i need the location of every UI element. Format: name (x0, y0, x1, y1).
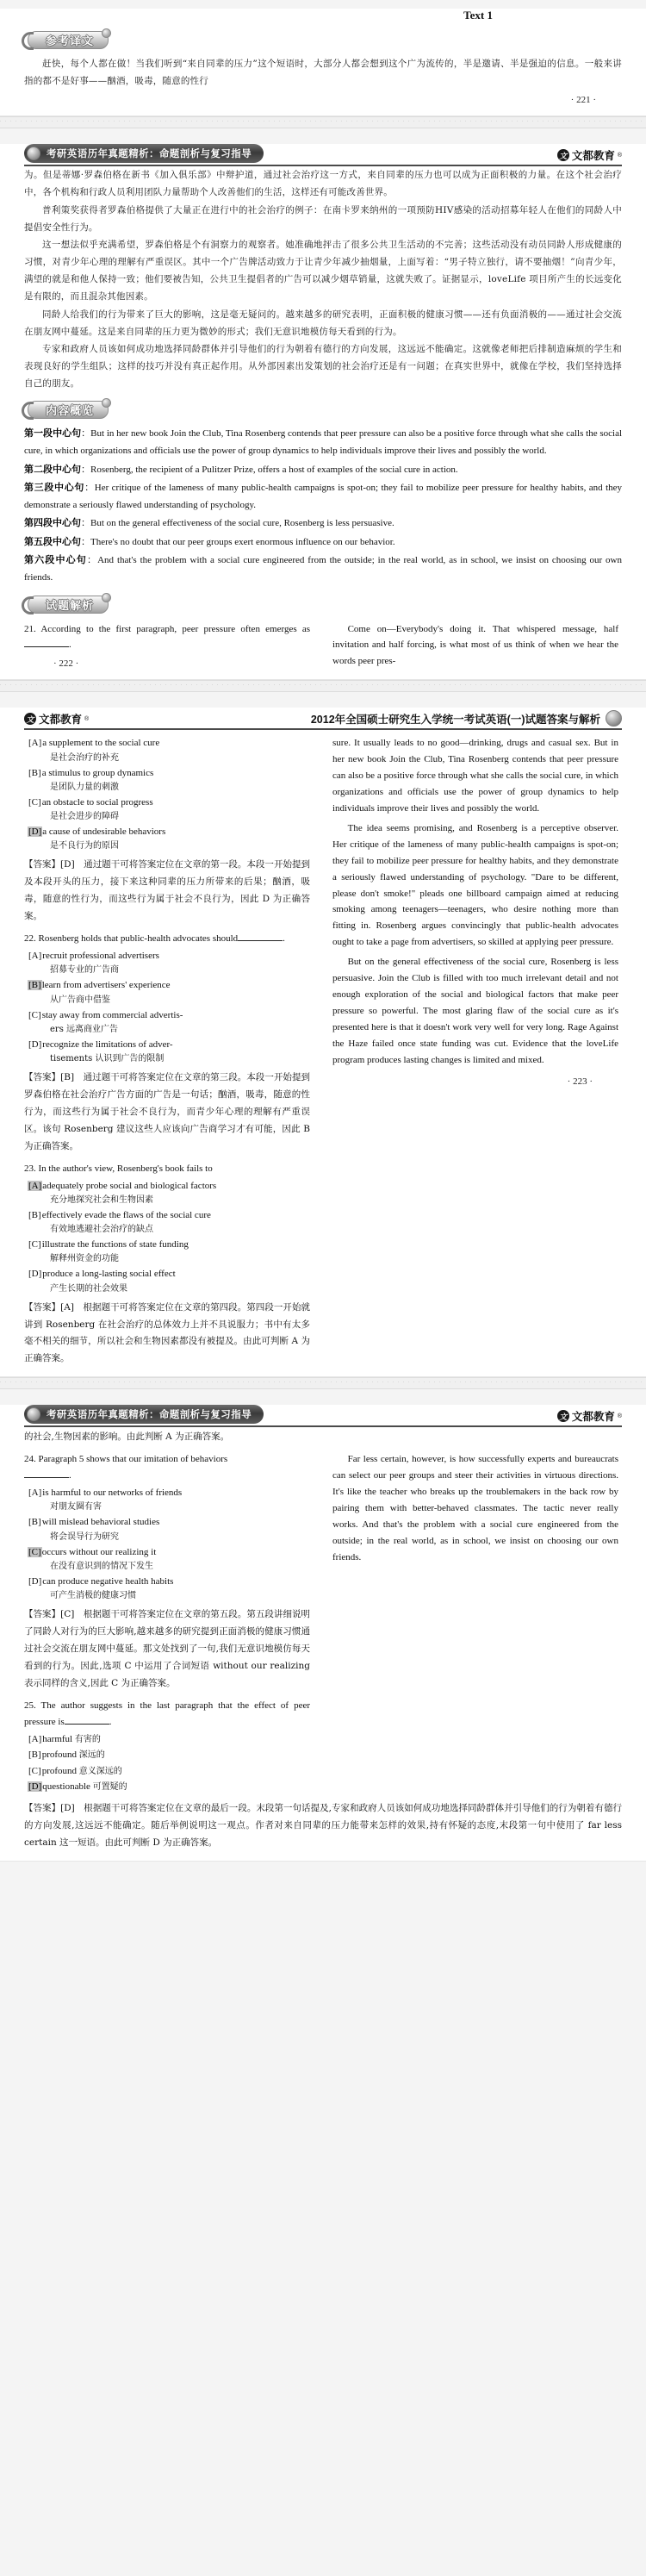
registered-icon: ® (617, 152, 622, 159)
option-item[interactable] (24, 1037, 310, 1066)
gist-item (24, 425, 622, 459)
translation-paragraph-6: 专家和政府人员该如何成功地选择同龄群体并引导他们的行为朝着有德行的方向发展，这远远不能确定。这就像老师把后排制造麻烦的学生和表现良好的学生组队；这样的技巧并没有真正起作用。从外部因素出发策划的社会治疗还是有一问题；在真实世界中，就像在学校，我们坚持选择自己的朋友。 (24, 343, 622, 390)
translation-paragraph-1: 赶快，每个人都在做！当我们听到“来自同辈的压力”这个短语时，大部分人都会想到这个广为流传的，半是邀请、半是强迫的信息。一般来讲指的都不是好事——酗酒，吸毒，随意的性行 (24, 59, 622, 87)
option-item-selected[interactable] (24, 1544, 310, 1574)
option-item[interactable] (24, 948, 310, 977)
brand-logo (557, 1408, 622, 1424)
question-24-stem-text: 24. Paragraph 5 shows that our imitation of behaviors (24, 1454, 228, 1465)
gist-colon: ： (86, 555, 98, 566)
registered-icon: ® (617, 1413, 622, 1419)
passage-paragraph-3: The idea seems promising, and Rosenberg is a perceptive observer. Her critique of the lameness of many public-health campaigns is spot-on; they fail to mobilize peer pressure for healthy habits, and they demonstrate a seriously flawed understanding of psychology. "Dare to be different, please don't smoke!" pleads one billboard campaign aimed at reducing smoking among teenagers—teenagers, who desire nothing more than fitting in. Rosenberg argues convincingly that public-health advocates ought to take a page from advertisers, so skilled at applying peer pressure. (332, 822, 618, 948)
option-tag: [D] (28, 826, 42, 838)
passage-paragraph-1: Come on—Everybody's doing it. That whispered message, half invitation and half forcing, is what most of us think of when we hear the words peer pres- (332, 623, 618, 667)
brand-name: 文都教育 (571, 1411, 615, 1424)
option-text-en: illustrate the functions of state funding (41, 1239, 189, 1251)
option-text-cn: 是不良行为的原因 (50, 841, 119, 851)
answer-blank[interactable] (238, 940, 283, 941)
option-item-selected[interactable] (24, 824, 310, 853)
badge-overview-wrap (28, 401, 622, 421)
option-text-cn: 招募专业的广告商 (50, 965, 119, 976)
option-item-selected[interactable] (24, 1779, 310, 1795)
option-text-en2: ers 远离商业广告 (50, 1024, 119, 1034)
question-23-stem: 23. In the author's view, Rosenberg's book fails to (24, 1163, 213, 1174)
answer-continuation-line: 的社会,生物因素的影响。由此判断 A 为正确答案。 (24, 1431, 230, 1443)
answer-explanation-24: 【答案】[C] 根据题干可将答案定位在文章的第五段。第五段讲细说明了同龄人对行为的巨大影响,越来越多的研究提到正面消极的健康习惯通过社会交流在朋友网中蔓延。那文处找到了一句,我们无意识地模仿每天看到的行为。因此,选项 C 中运用了合词短语 without our realizing 表示同样的含义,因此 C 为正确答案。 (24, 1609, 310, 1688)
gist-colon: ： (81, 464, 90, 475)
answer-blank[interactable] (24, 1477, 69, 1478)
option-item[interactable] (24, 1237, 310, 1266)
gist-label: 第四段中心句 (24, 517, 81, 529)
column-left-224 (24, 1451, 310, 1795)
option-text-cn: 是社会进步的障碍 (50, 812, 119, 822)
brand-mark-icon: 文 (24, 713, 36, 725)
option-tag: [D] (28, 1781, 42, 1793)
answer-blank[interactable] (65, 1724, 109, 1725)
option-tag: [C] (28, 1009, 41, 1020)
translation-paragraph-3: 普利策奖获得者罗森伯格提供了大量正在进行中的社会治疗的例子：在南卡罗来纳州的一项预防HIV感染的活动招募年轻人在他们的同龄人中提倡安全性行为。 (24, 204, 622, 233)
answer-explanation-22: 【答案】[B] 通过题干可将答案定位在文章的第三段。本段一开始提到罗森伯格在社会治疗广告方面的广告是一句话；酗酒，吸毒，随意的性行为，而这些行为属于社会不良行为，而青少年心理的理解有严重误区。该句 Rosenberg 建议这些人应该向广告商学习才有可能，因此 B 为正确答案。 (24, 1072, 310, 1151)
seal-icon (27, 1407, 40, 1421)
option-tag: [D] (28, 1039, 42, 1050)
option-text-en: profound (41, 1765, 78, 1776)
column-right-224 (332, 1451, 618, 1795)
option-item[interactable] (24, 1207, 310, 1237)
gist-item (24, 461, 622, 479)
option-text-en: profound (41, 1750, 78, 1761)
option-item-selected[interactable] (24, 977, 310, 1007)
option-text-en2: tisements 认识到广告的限制 (50, 1054, 165, 1064)
option-text-en: a stimulus to group dynamics (41, 767, 154, 778)
option-item[interactable] (24, 765, 310, 795)
option-text-cn: 从广告商中借鉴 (50, 995, 110, 1005)
badge-hook-icon (22, 596, 34, 614)
column-left-223 (24, 735, 310, 1368)
gist-text: But on the general effectiveness of the social cure, Rosenberg is less persuasive. (90, 518, 394, 529)
option-item[interactable] (24, 795, 310, 824)
gist-item (24, 479, 622, 514)
translation-paragraph-5: 同龄人给我们的行为带来了巨大的影响，这是毫无疑问的。越来越多的研究表明，正面积极的健康习惯——还有负面消极的——通过社会交流在朋友网中蔓延。这是来自同辈的压力更为微妙的形式；我们无意识地模仿每天看到的行为。 (24, 309, 622, 337)
question-22-stem-line2: advocates should (172, 933, 239, 945)
gist-item (24, 515, 622, 533)
running-header-center-label: 2012年全国硕士研究生入学统一考试英语(一)试题答案与解析 (310, 714, 600, 727)
seal-icon (27, 147, 40, 160)
running-header-pill (24, 144, 264, 163)
option-tag: [B] (28, 1517, 41, 1528)
gist-text: Rosenberg, the recipient of a Pulitzer Prize, offers a host of examples of the social cure in action. (90, 464, 458, 475)
option-tag: [C] (28, 1765, 41, 1776)
option-item[interactable] (24, 735, 310, 764)
option-text-cn: 对朋友圈有害 (50, 1502, 102, 1513)
question-22-stem: 22. Rosenberg holds that public-health advocates should . (24, 933, 285, 945)
translation-paragraph-4: 这一想法似乎充满希望，罗森伯格是个有洞察力的观察者。她准确地抨击了很多公共卫生活动的不完善；这些活动没有动员同龄人形成健康的习惯，对青少年心理的理解有严重误区。其中一个广告牌活动致力于让青少年减少抽烟量，上面写着：“男子特立独行，请不要抽烟！”向青少年，满望的就是和他人保持一致；他们要被告知，公共卫生提倡者的广告可以减少烟草销量，这就失败了。证据显示，loveLife 项目所产生的长远变化是有限的，而且混杂其他因素。 (24, 239, 622, 303)
option-text-en: a cause of undesirable behaviors (42, 826, 166, 838)
two-column-area-224 (24, 1451, 622, 1795)
option-text-cn: 有效地逃避社会治疗的缺点 (50, 1225, 153, 1235)
document-root (0, 9, 646, 1862)
gist-colon: ： (81, 536, 90, 547)
answer-explanation-23: 【答案】[A] 根据题干可将答案定位在文章的第四段。第四段一开始就讲到 Rosenberg 在社会治疗的总体效力上并不具说服力；书中有太多毫不相关的细节，所以社会和生物因素都没有被提及。由此可判断 A 为正确答案。 (24, 1301, 310, 1364)
gist-label: 第五段中心句 (24, 535, 81, 547)
running-header-222 (24, 144, 622, 166)
badge-hook-icon (22, 32, 34, 50)
registered-icon: ® (84, 715, 90, 722)
running-header-224 (24, 1405, 622, 1427)
option-item[interactable] (24, 1763, 310, 1780)
option-text-cn: 将会误导行为研究 (50, 1531, 119, 1542)
running-header-left-label: 考研英语历年真题精析：命题剖析与复习指导 (47, 149, 252, 160)
question-21-stem: 21. According to the first paragraph, peer pressure often emerges as. (24, 623, 310, 651)
answer-explanation-21: 【答案】[D] 通过题干可将答案定位在文章的第一段。本段一开始提到及本段开头的压力，接下来这种同辈的压力所带来的后果；酗酒，吸毒，随意的性行为，而这些行为属于社会不良行为，因此 D 为正确答案。 (24, 859, 310, 922)
option-text-en: adequately probe social and biological factors (42, 1180, 217, 1191)
gist-label: 第二段中心句 (24, 463, 81, 475)
gist-text: But in her new book Join the Club, Tina Rosenberg contends that peer pressure can also be a positive force through what she calls the social cure, in which organizations and officials use the power of group dynamics to help individuals improve their lives and possibly the world. (24, 428, 623, 456)
option-text-en: a supplement to the social cure (42, 738, 160, 749)
running-header-223 (24, 708, 622, 730)
option-tag: [D] (28, 1269, 42, 1280)
gist-colon: ： (81, 428, 91, 440)
answer-explanation-25: 【答案】[D] 根据题干可将答案定位在文章的最后一段。末段第一句话提及,专家和政府人员该如何成功地选择同龄群体并引导他们的行为朝着有德行的方向发展,这远远不能确定。随后举例说明这一观点。作者对来自同辈的压力能带来怎样的效果,持有怀疑的态度,末段第一句中使用了 far less certain 这一短语。由此可判断 D 为正确答案。 (24, 1802, 622, 1848)
brand-name: 文都教育 (571, 150, 615, 163)
option-text-en: occurs without our realizing it (41, 1546, 157, 1557)
badge-hook-icon (22, 402, 34, 420)
gist-colon: ： (81, 518, 90, 529)
badge-translation-wrap (28, 31, 622, 52)
option-text-en: recognize the limitations of adver- (42, 1039, 173, 1050)
option-item[interactable] (24, 1007, 310, 1037)
badge-analysis-wrap (28, 596, 622, 616)
question-25-stem: 25. The author suggests in the last paragraph that the effect of peer pressure is . (24, 1700, 310, 1727)
option-text-cn: 意义深远的 (78, 1766, 122, 1776)
option-text-en: effectively evade the flaws of the social cure (41, 1209, 211, 1220)
option-item[interactable] (24, 1485, 310, 1514)
option-tag: [B] (28, 1750, 41, 1761)
option-text-cn: 产生长期的社会效果 (50, 1283, 127, 1294)
option-text-en: an obstacle to social progress (41, 796, 153, 808)
column-right-223 (332, 735, 618, 1368)
option-text-en: stay away from commercial advertis- (41, 1009, 183, 1020)
question-21-stem-line2: pressure often emerges as (203, 623, 310, 634)
badge-translation (28, 31, 109, 49)
gist-text: Her critique of the lameness of many public-health campaigns is spot-on; they fail to mobilize peer pressure for healthy habits, and they demonstrate a seriously flawed understanding of psychology. (24, 483, 623, 510)
gist-text: And that's the problem with a social cure engineered from the outside; in the real world, as in school, we insist on choosing our own friends. (24, 555, 623, 583)
option-text-en: questionable (42, 1781, 90, 1793)
option-text-cn: 是社会治疗的补充 (50, 752, 119, 763)
gist-text: There's no doubt that our peer groups exert enormous influence on our behavior. (90, 536, 395, 547)
option-text-cn: 是团队力量的刺激 (50, 782, 119, 792)
option-item[interactable] (24, 1266, 310, 1295)
brand-logo (24, 711, 89, 727)
badge-analysis-label: 试题解析 (46, 598, 95, 612)
option-tag: [A] (28, 1733, 42, 1744)
option-tag: [B] (28, 980, 41, 991)
gist-list (24, 425, 622, 586)
page-221 (0, 9, 646, 116)
page-separator-1 (0, 116, 646, 128)
option-tag: [C] (28, 1546, 41, 1557)
option-text-cn: 深远的 (78, 1750, 105, 1761)
column-left-222 (24, 621, 310, 671)
answer-blank[interactable] (24, 646, 69, 647)
text-label: Text 1 (463, 9, 493, 22)
option-tag: [A] (28, 951, 42, 962)
badge-dot-icon (102, 593, 111, 602)
passage-paragraph-5: Far less certain, however, is how successfully experts and bureaucrats can select our peer groups and steer their activities in virtuous directions. It's like the teacher who breaks up the troublemakers in the back row by pairing them with better-behaved classmates. The tactic never really works. And that's the problem with a social cure engineered from the outside; in the real world, as in school, we insist on choosing our own friends. (332, 1454, 618, 1562)
brand-mark-icon: 文 (557, 1410, 569, 1422)
page-223 (0, 708, 646, 1377)
option-item[interactable] (24, 1574, 310, 1603)
badge-overview (28, 401, 109, 419)
option-tag: [B] (28, 767, 41, 778)
option-item[interactable] (24, 1731, 310, 1748)
page-number-221: · 221 · (570, 95, 596, 106)
option-text-en: recruit professional advertisers (42, 951, 159, 962)
brand-name: 文都教育 (39, 714, 83, 727)
option-tag: [C] (28, 1239, 41, 1251)
passage-paragraph-2: sure. It usually leads to no good—drinking, drugs and casual sex. But in her new book Join the Club, Tina Rosenberg contends that peer pressure can also be a positive force through what she calls the social cure, in which organizations and officials use the power of group dynamics to help individuals improve their lives and possibly the world. (332, 738, 618, 814)
option-text-en: is harmful to our networks of friends (42, 1488, 183, 1499)
passage-paragraph-4: But on the general effectiveness of the social cure, Rosenberg is less persuasive. Join the Club is filled with too much irrelevant detail and not enough exploration of the social and biological factors that make peer pressure so powerful. The most glaring flaw of the social cure as it's presented here is that it doesn't work very well for very long. Rage Against the Haze failed once state funding was cut. Evidence that the loveLife program produces lasting changes is limited and mixed. (332, 957, 618, 1065)
option-text-cn: 可置疑的 (92, 1782, 127, 1793)
badge-overview-label: 内容概览 (46, 404, 95, 418)
option-text-en: can produce negative health habits (42, 1575, 174, 1587)
option-item[interactable] (24, 1514, 310, 1544)
badge-dot-icon (102, 28, 111, 38)
two-column-area-222 (24, 621, 622, 671)
gist-item (24, 533, 622, 552)
option-text-en: produce a long-lasting social effect (42, 1269, 176, 1280)
option-tag: [D] (28, 1575, 42, 1587)
brand-logo (557, 147, 622, 163)
option-tag: [C] (28, 796, 41, 808)
option-tag: [B] (28, 1209, 41, 1220)
running-header-pill (24, 1405, 264, 1424)
brand-mark-icon: 文 (557, 149, 569, 161)
page-222 (0, 144, 646, 680)
option-tag: [A] (28, 738, 42, 749)
badge-dot-icon (102, 398, 111, 408)
question-22-stem-line1: 22. Rosenberg holds that public-health (24, 933, 171, 945)
running-header-left-label: 考研英语历年真题精析：命题剖析与复习指导 (47, 1410, 252, 1421)
gist-item (24, 552, 622, 586)
two-column-area-223 (24, 735, 622, 1368)
option-text-en: learn from advertisers' experience (41, 980, 171, 991)
question-24-stem: 24. Paragraph 5 shows that our imitation of behaviors . (24, 1454, 228, 1481)
page-224 (0, 1405, 646, 1861)
question-25-stem-text: 25. The author suggests in the last paragraph that the effect of peer pressure is (24, 1700, 310, 1727)
option-text-cn: 有害的 (74, 1734, 101, 1744)
gist-colon: ： (84, 483, 95, 494)
option-item-selected[interactable] (24, 1178, 310, 1207)
option-text-cn: 解释州资金的功能 (50, 1254, 119, 1264)
option-text-en: will mislead behavioral studies (41, 1517, 160, 1528)
gist-label: 第三段中心句 (24, 482, 85, 494)
gist-label: 第一段中心句 (24, 427, 82, 440)
option-text-en: harmful (42, 1733, 73, 1744)
option-tag: [A] (28, 1180, 42, 1191)
option-text-cn: 在没有意识到的情况下发生 (50, 1561, 153, 1571)
page-number-222: · 222 · (53, 658, 79, 670)
option-tag: [A] (28, 1488, 42, 1499)
page-number-223: · 223 · (567, 1076, 593, 1088)
seal-icon (606, 710, 622, 727)
page-separator-2 (0, 680, 646, 692)
page-separator-3 (0, 1377, 646, 1389)
translation-paragraph-2: 为。但是蒂娜·罗森伯格在新书《加入俱乐部》中辩护道，通过社会治疗这一方式，来自同辈的压力也可以成为正面积极的力量。在这个社会治疗中，各个机构和行政人员利用团队力量帮助个人改善他们的生活，这样还有可能改善世界。 (24, 170, 622, 198)
option-text-cn: 可产生消极的健康习惯 (50, 1591, 136, 1601)
gist-label: 第六段中心句 (24, 554, 87, 566)
option-text-cn: 充分地探究社会和生物因素 (50, 1194, 153, 1205)
badge-translation-label: 参考译文 (46, 34, 95, 47)
question-21-stem-line1: 21. According to the first paragraph, peer (24, 623, 199, 634)
column-right-222 (332, 621, 618, 671)
option-item[interactable] (24, 1747, 310, 1763)
badge-analysis (28, 596, 109, 614)
